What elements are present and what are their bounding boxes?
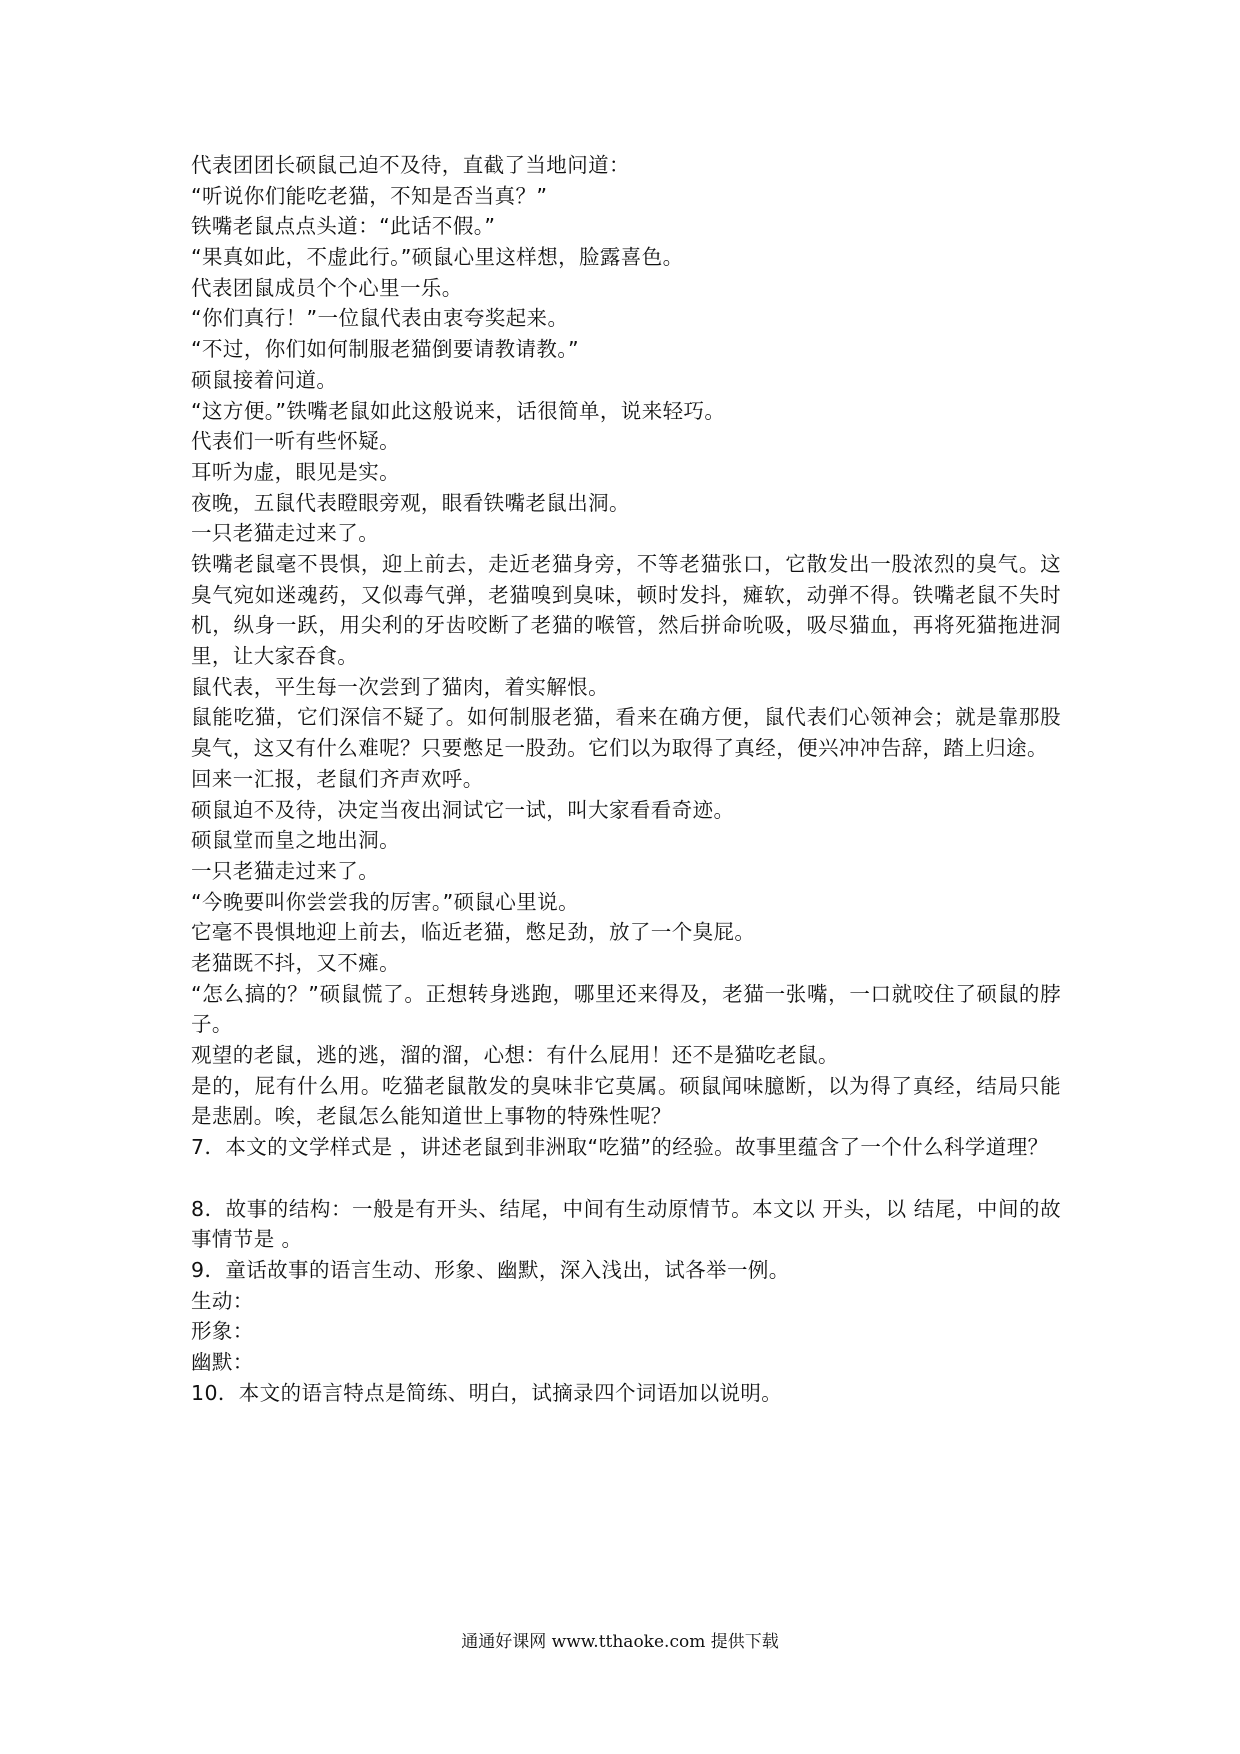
text-line: 硕鼠堂而皇之地出洞。	[191, 828, 400, 853]
text-paragraph: 是的，屁有什么用。吃猫老鼠散发的臭味非它莫属。硕鼠闻味臆断，以为得了真经，结局只能是悲剧。唉，老鼠怎么能知道世上事物的特殊性呢？	[191, 1073, 1061, 1129]
text-line: 夜晚，五鼠代表瞪眼旁观，眼看铁嘴老鼠出洞。	[191, 490, 630, 515]
text-line: 代表们一听有些怀疑。	[191, 429, 400, 454]
answer-label-imagery: 形象：	[191, 1319, 254, 1344]
text-line: 观望的老鼠，逃的逃，溜的溜，心想：有什么屁用！还不是猫吃老鼠。	[191, 1043, 839, 1068]
text-line: 硕鼠迫不及待，决定当夜出洞试它一试，叫大家看看奇迹。	[191, 797, 735, 822]
document-body	[191, 150, 1061, 1408]
text-line: 鼠代表，平生每一次尝到了猫肉，着实解恨。	[191, 674, 609, 699]
blank-line	[191, 1163, 1061, 1194]
page-footer: 通通好课网 www.tthaoke.com 提供下载	[461, 1632, 779, 1652]
text-line: “你们真行！”一位鼠代表由衷夸奖起来。	[191, 306, 569, 331]
question-8: 8．故事的结构：一般是有开头、结尾，中间有生动原情节。本文以 开头，以 结尾，中间的故事情节是 。	[191, 1196, 1061, 1252]
text-line: “听说你们能吃老猫，不知是否当真？”	[191, 183, 548, 208]
text-line: 代表团团长硕鼠己迫不及待，直截了当地问道：	[191, 153, 630, 177]
text-line: 回来一汇报，老鼠们齐声欢呼。	[191, 766, 484, 791]
text-line: 一只老猫走过来了。	[191, 521, 380, 546]
answer-label-humor: 幽默：	[191, 1350, 254, 1375]
text-line: “这方便。”铁嘴老鼠如此这般说来，话很简单，说来轻巧。	[191, 398, 726, 423]
text-line: 铁嘴老鼠点点头道：“此话不假。”	[191, 214, 496, 239]
text-paragraph: 铁嘴老鼠毫不畏惧，迎上前去，走近老猫身旁，不等老猫张口，它散发出一股浓烈的臭气。这臭气宛如迷魂药，又似毒气弹，老猫嗅到臭味，顿时发抖，瘫软，动弹不得。铁嘴老鼠不失时机，纵身一跃，用尖利的牙齿咬断了老猫的喉管，然后拼命吮吸，吸尽猫血，再将死猫拖进洞里，让大家吞食。	[191, 551, 1061, 669]
question-7: 7．本文的文学样式是 ，讲述老鼠到非洲取“吃猫”的经验。故事里蕴含了一个什么科学道理？	[191, 1135, 1049, 1160]
answer-label-vivid: 生动：	[191, 1288, 254, 1313]
text-paragraph: 鼠能吃猫，它们深信不疑了。如何制服老猫，看来在确方便，鼠代表们心领神会；就是靠那股臭气，这又有什么难呢？只要憋足一股劲。它们以为取得了真经，便兴冲冲告辞，踏上归途。	[191, 705, 1061, 761]
text-line: 老猫既不抖，又不瘫。	[191, 950, 400, 975]
text-line: 一只老猫走过来了。	[191, 858, 380, 883]
text-line: “果真如此，不虚此行。”硕鼠心里这样想，脸露喜色。	[191, 245, 684, 270]
question-9: 9．童话故事的语言生动、形象、幽默，深入浅出，试各举一例。	[191, 1257, 790, 1282]
text-paragraph: “怎么搞的？”硕鼠慌了。正想转身逃跑，哪里还来得及，老猫一张嘴，一口就咬住了硕鼠的脖子。	[191, 981, 1061, 1037]
text-line: 它毫不畏惧地迎上前去，临近老猫，憋足劲，放了一个臭屁。	[191, 920, 756, 945]
question-10: 10．本文的语言特点是简练、明白，试摘录四个词语加以说明。	[191, 1380, 783, 1405]
text-line: 耳听为虚，眼见是实。	[191, 459, 400, 484]
text-line: 硕鼠接着问道。	[191, 367, 338, 392]
text-line: “不过，你们如何制服老猫倒要请教请教。”	[191, 337, 579, 362]
text-line: 代表团鼠成员个个心里一乐。	[191, 275, 463, 300]
text-line: “今晚要叫你尝尝我的厉害。”硕鼠心里说。	[191, 889, 579, 914]
